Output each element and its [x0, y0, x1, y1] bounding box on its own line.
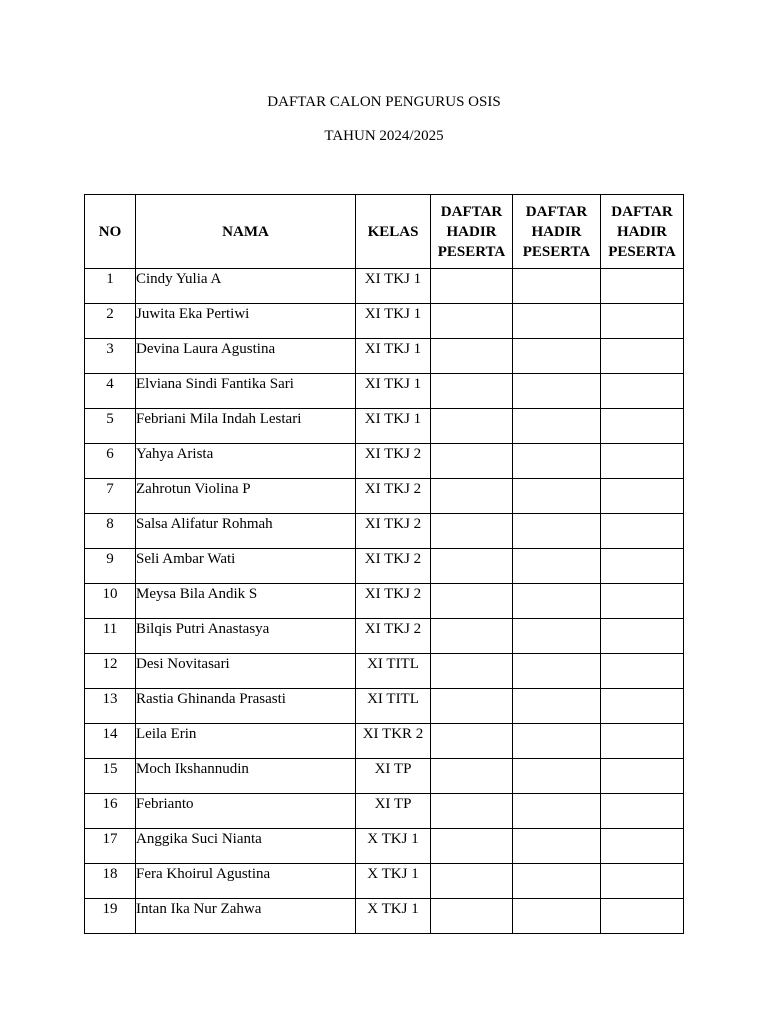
table-row	[85, 689, 684, 724]
cell-nama: Cindy Yulia A	[136, 269, 356, 304]
table-row	[85, 584, 684, 619]
cell-attendance-3[interactable]	[601, 549, 684, 584]
cell-no: 11	[85, 619, 136, 654]
cell-kelas: X TKJ 1	[356, 899, 431, 934]
cell-no: 2	[85, 304, 136, 339]
cell-nama: Febrianto	[136, 794, 356, 829]
cell-attendance-3[interactable]	[601, 479, 684, 514]
cell-nama: Juwita Eka Pertiwi	[136, 304, 356, 339]
cell-nama: Moch Ikshannudin	[136, 759, 356, 794]
cell-attendance-2[interactable]	[513, 654, 601, 689]
cell-attendance-2[interactable]	[513, 759, 601, 794]
cell-nama: Seli Ambar Wati	[136, 549, 356, 584]
cell-attendance-1[interactable]	[431, 269, 513, 304]
table-row	[85, 899, 684, 934]
table-row	[85, 514, 684, 549]
header-attendance-2: DAFTAR HADIR PESERTA	[513, 195, 601, 269]
cell-nama: Bilqis Putri Anastasya	[136, 619, 356, 654]
cell-attendance-3[interactable]	[601, 829, 684, 864]
cell-attendance-1[interactable]	[431, 759, 513, 794]
table-row	[85, 864, 684, 899]
cell-attendance-1[interactable]	[431, 654, 513, 689]
cell-attendance-3[interactable]	[601, 724, 684, 759]
cell-attendance-3[interactable]	[601, 374, 684, 409]
cell-attendance-1[interactable]	[431, 899, 513, 934]
cell-no: 6	[85, 444, 136, 479]
cell-attendance-2[interactable]	[513, 794, 601, 829]
cell-attendance-1[interactable]	[431, 584, 513, 619]
cell-kelas: XI TKJ 1	[356, 339, 431, 374]
cell-attendance-3[interactable]	[601, 794, 684, 829]
cell-nama: Meysa Bila Andik S	[136, 584, 356, 619]
cell-nama: Yahya Arista	[136, 444, 356, 479]
document-subtitle-year: TAHUN 2024/2025	[324, 128, 444, 144]
cell-nama: Leila Erin	[136, 724, 356, 759]
cell-attendance-1[interactable]	[431, 724, 513, 759]
cell-kelas: XI TKJ 1	[356, 304, 431, 339]
cell-kelas: XI TKJ 2	[356, 619, 431, 654]
table-row	[85, 444, 684, 479]
cell-kelas: XI TKJ 2	[356, 479, 431, 514]
cell-attendance-1[interactable]	[431, 304, 513, 339]
cell-attendance-3[interactable]	[601, 864, 684, 899]
cell-attendance-3[interactable]	[601, 689, 684, 724]
cell-kelas: X TKJ 1	[356, 864, 431, 899]
cell-attendance-3[interactable]	[601, 514, 684, 549]
cell-no: 19	[85, 899, 136, 934]
cell-no: 7	[85, 479, 136, 514]
table-body	[85, 269, 684, 934]
cell-nama: Desi Novitasari	[136, 654, 356, 689]
cell-attendance-1[interactable]	[431, 794, 513, 829]
cell-attendance-2[interactable]	[513, 374, 601, 409]
cell-kelas: XI TKJ 1	[356, 409, 431, 444]
header-no: NO	[85, 195, 136, 269]
cell-attendance-1[interactable]	[431, 514, 513, 549]
cell-nama: Devina Laura Agustina	[136, 339, 356, 374]
cell-nama: Intan Ika Nur Zahwa	[136, 899, 356, 934]
cell-no: 16	[85, 794, 136, 829]
cell-nama: Fera Khoirul Agustina	[136, 864, 356, 899]
cell-attendance-2[interactable]	[513, 514, 601, 549]
cell-nama: Rastia Ghinanda Prasasti	[136, 689, 356, 724]
cell-attendance-2[interactable]	[513, 444, 601, 479]
cell-kelas: XI TKR 2	[356, 724, 431, 759]
cell-attendance-3[interactable]	[601, 304, 684, 339]
candidate-table	[84, 194, 684, 934]
cell-attendance-2[interactable]	[513, 549, 601, 584]
cell-attendance-2[interactable]	[513, 829, 601, 864]
cell-kelas: XI TKJ 2	[356, 549, 431, 584]
cell-attendance-1[interactable]	[431, 549, 513, 584]
cell-no: 5	[85, 409, 136, 444]
cell-attendance-2[interactable]	[513, 304, 601, 339]
cell-attendance-1[interactable]	[431, 374, 513, 409]
cell-kelas: XI TKJ 2	[356, 444, 431, 479]
cell-attendance-1[interactable]	[431, 864, 513, 899]
cell-no: 12	[85, 654, 136, 689]
header-attendance-3: DAFTAR HADIR PESERTA	[601, 195, 684, 269]
cell-no: 1	[85, 269, 136, 304]
table-row	[85, 549, 684, 584]
cell-attendance-2[interactable]	[513, 409, 601, 444]
cell-attendance-3[interactable]	[601, 339, 684, 374]
cell-no: 9	[85, 549, 136, 584]
cell-attendance-2[interactable]	[513, 269, 601, 304]
cell-attendance-2[interactable]	[513, 899, 601, 934]
cell-no: 8	[85, 514, 136, 549]
cell-attendance-3[interactable]	[601, 654, 684, 689]
cell-attendance-1[interactable]	[431, 619, 513, 654]
cell-kelas: XI TP	[356, 759, 431, 794]
header-attendance-1: DAFTAR HADIR PESERTA	[431, 195, 513, 269]
table-row	[85, 269, 684, 304]
cell-attendance-1[interactable]	[431, 479, 513, 514]
cell-no: 10	[85, 584, 136, 619]
table-row	[85, 374, 684, 409]
cell-attendance-3[interactable]	[601, 899, 684, 934]
cell-attendance-3[interactable]	[601, 269, 684, 304]
table-row	[85, 339, 684, 374]
cell-attendance-3[interactable]	[601, 409, 684, 444]
cell-nama: Zahrotun Violina P	[136, 479, 356, 514]
table-row	[85, 724, 684, 759]
cell-attendance-2[interactable]	[513, 584, 601, 619]
cell-nama: Salsa Alifatur Rohmah	[136, 514, 356, 549]
table-header-row	[85, 195, 684, 269]
cell-attendance-3[interactable]	[601, 584, 684, 619]
cell-kelas: XI TITL	[356, 654, 431, 689]
table-row	[85, 654, 684, 689]
cell-kelas: XI TKJ 1	[356, 374, 431, 409]
cell-kelas: X TKJ 1	[356, 829, 431, 864]
table-row	[85, 409, 684, 444]
cell-no: 15	[85, 759, 136, 794]
table-row	[85, 304, 684, 339]
cell-attendance-1[interactable]	[431, 444, 513, 479]
document-title: DAFTAR CALON PENGURUS OSIS	[267, 94, 501, 110]
cell-kelas: XI TKJ 2	[356, 584, 431, 619]
cell-no: 4	[85, 374, 136, 409]
header-nama: NAMA	[136, 195, 356, 269]
cell-nama: Febriani Mila Indah Lestari	[136, 409, 356, 444]
cell-kelas: XI TKJ 2	[356, 514, 431, 549]
cell-no: 17	[85, 829, 136, 864]
cell-attendance-2[interactable]	[513, 339, 601, 374]
cell-attendance-2[interactable]	[513, 724, 601, 759]
cell-attendance-1[interactable]	[431, 689, 513, 724]
table-row	[85, 759, 684, 794]
table-row	[85, 794, 684, 829]
cell-attendance-1[interactable]	[431, 339, 513, 374]
cell-attendance-3[interactable]	[601, 619, 684, 654]
cell-kelas: XI TKJ 1	[356, 269, 431, 304]
cell-nama: Anggika Suci Nianta	[136, 829, 356, 864]
cell-no: 13	[85, 689, 136, 724]
header-kelas: KELAS	[356, 195, 431, 269]
cell-attendance-1[interactable]	[431, 409, 513, 444]
cell-no: 18	[85, 864, 136, 899]
cell-attendance-2[interactable]	[513, 479, 601, 514]
table-row	[85, 829, 684, 864]
cell-no: 3	[85, 339, 136, 374]
table-row	[85, 479, 684, 514]
cell-attendance-2[interactable]	[513, 619, 601, 654]
cell-nama: Elviana Sindi Fantika Sari	[136, 374, 356, 409]
cell-attendance-2[interactable]	[513, 864, 601, 899]
cell-attendance-2[interactable]	[513, 689, 601, 724]
cell-attendance-3[interactable]	[601, 444, 684, 479]
cell-no: 14	[85, 724, 136, 759]
cell-kelas: XI TP	[356, 794, 431, 829]
cell-kelas: XI TITL	[356, 689, 431, 724]
table-row	[85, 619, 684, 654]
cell-attendance-3[interactable]	[601, 759, 684, 794]
cell-attendance-1[interactable]	[431, 829, 513, 864]
